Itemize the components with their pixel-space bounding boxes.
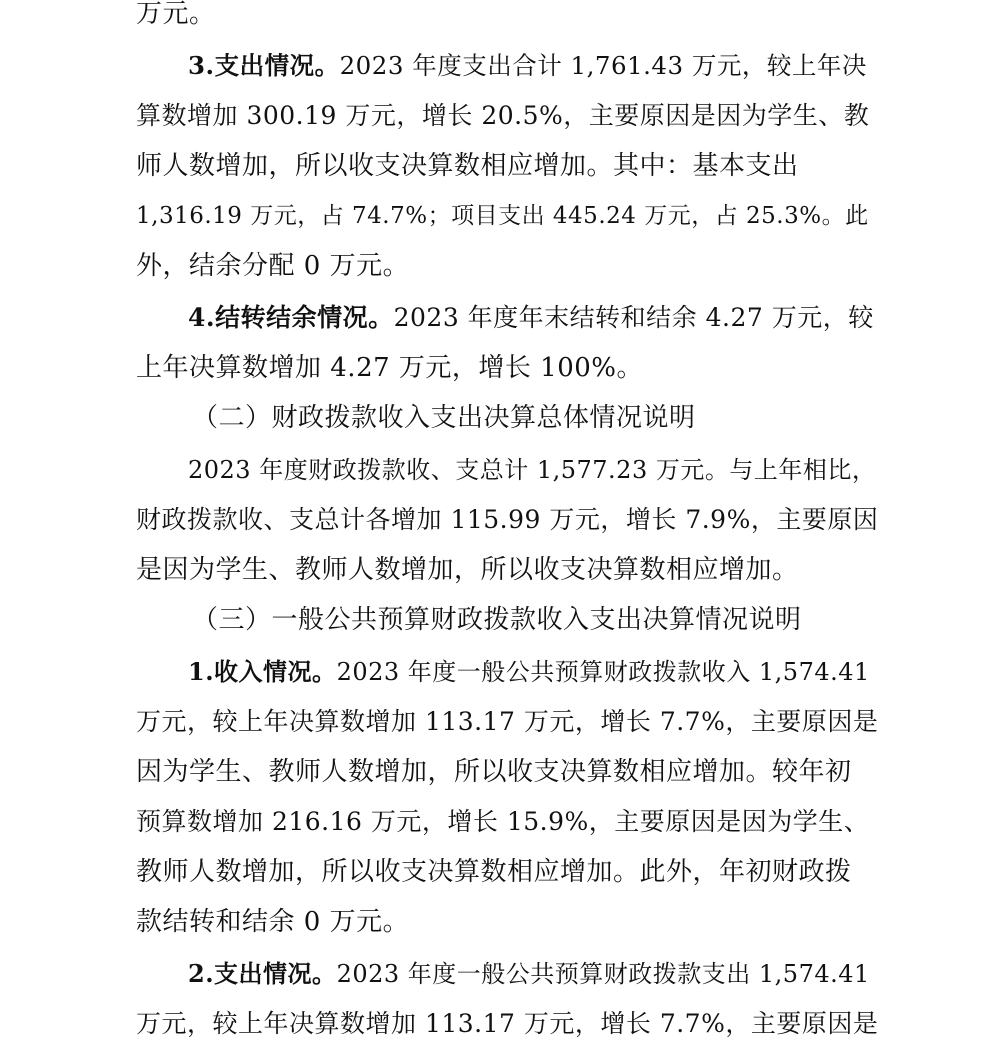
text-line: 款结转和结余 0 万元。 <box>136 907 410 937</box>
text-line: 教师人数增加，所以收支决算数相应增加。此外，年初财政拨 <box>136 857 852 887</box>
section-heading: 4.结转结余情况。 <box>188 303 394 332</box>
section-paragraph-expenditure-general <box>188 956 870 992</box>
text-line: 财政拨款收、支总计各增加 115.99 万元，增长 7.9%，主要原因 <box>136 505 878 534</box>
text-line: 万元。 <box>136 0 216 29</box>
section-paragraph-expenditure <box>188 48 867 84</box>
section-paragraph-income <box>188 654 870 690</box>
subsection-title: （二）财政拨款收入支出决算总体情况说明 <box>192 403 696 433</box>
text-line: 师人数增加，所以收支决算数相应增加。其中：基本支出 <box>136 151 799 181</box>
document-page <box>136 0 878 1041</box>
paragraph-text: 2023 年度支出合计 1,761.43 万元，较上年决 <box>339 51 867 80</box>
text-line: 万元，较上年决算数增加 113.17 万元，增长 7.7%，主要原因是 <box>136 707 878 736</box>
paragraph-text: 2023 年度一般公共预算财政拨款支出 1,574.41 <box>336 960 870 988</box>
text-line: 外，结余分配 0 万元。 <box>136 251 410 281</box>
section-heading: 3.支出情况。 <box>188 51 340 80</box>
text-line: 因为学生、教师人数增加，所以收支决算数相应增加。较年初 <box>136 757 852 787</box>
section-paragraph-balance <box>188 300 874 336</box>
subsection-title: （三）一般公共预算财政拨款收入支出决算情况说明 <box>192 605 802 635</box>
text-line: 1,316.19 万元，占 74.7%；项目支出 445.24 万元，占 25.3%。此 <box>136 203 869 229</box>
section-heading: 2.支出情况。 <box>188 959 337 988</box>
paragraph-text: 2023 年度年末结转和结余 4.27 万元，较 <box>393 303 874 332</box>
text-line: 2023 年度财政拨款收、支总计 1,577.23 万元。与上年相比， <box>188 456 877 484</box>
text-line: 上年决算数增加 4.27 万元，增长 100%。 <box>136 353 644 383</box>
text-line: 预算数增加 216.16 万元，增长 15.9%，主要原因是因为学生、 <box>136 807 870 836</box>
text-line: 是因为学生、教师人数增加，所以收支决算数相应增加。 <box>136 555 799 585</box>
section-heading: 1.收入情况。 <box>188 657 337 686</box>
text-line: 算数增加 300.19 万元，增长 20.5%，主要原因是因为学生、教 <box>136 101 870 130</box>
paragraph-text: 2023 年度一般公共预算财政拨款收入 1,574.41 <box>336 658 870 686</box>
text-line: 万元，较上年决算数增加 113.17 万元，增长 7.7%，主要原因是 <box>136 1009 878 1038</box>
